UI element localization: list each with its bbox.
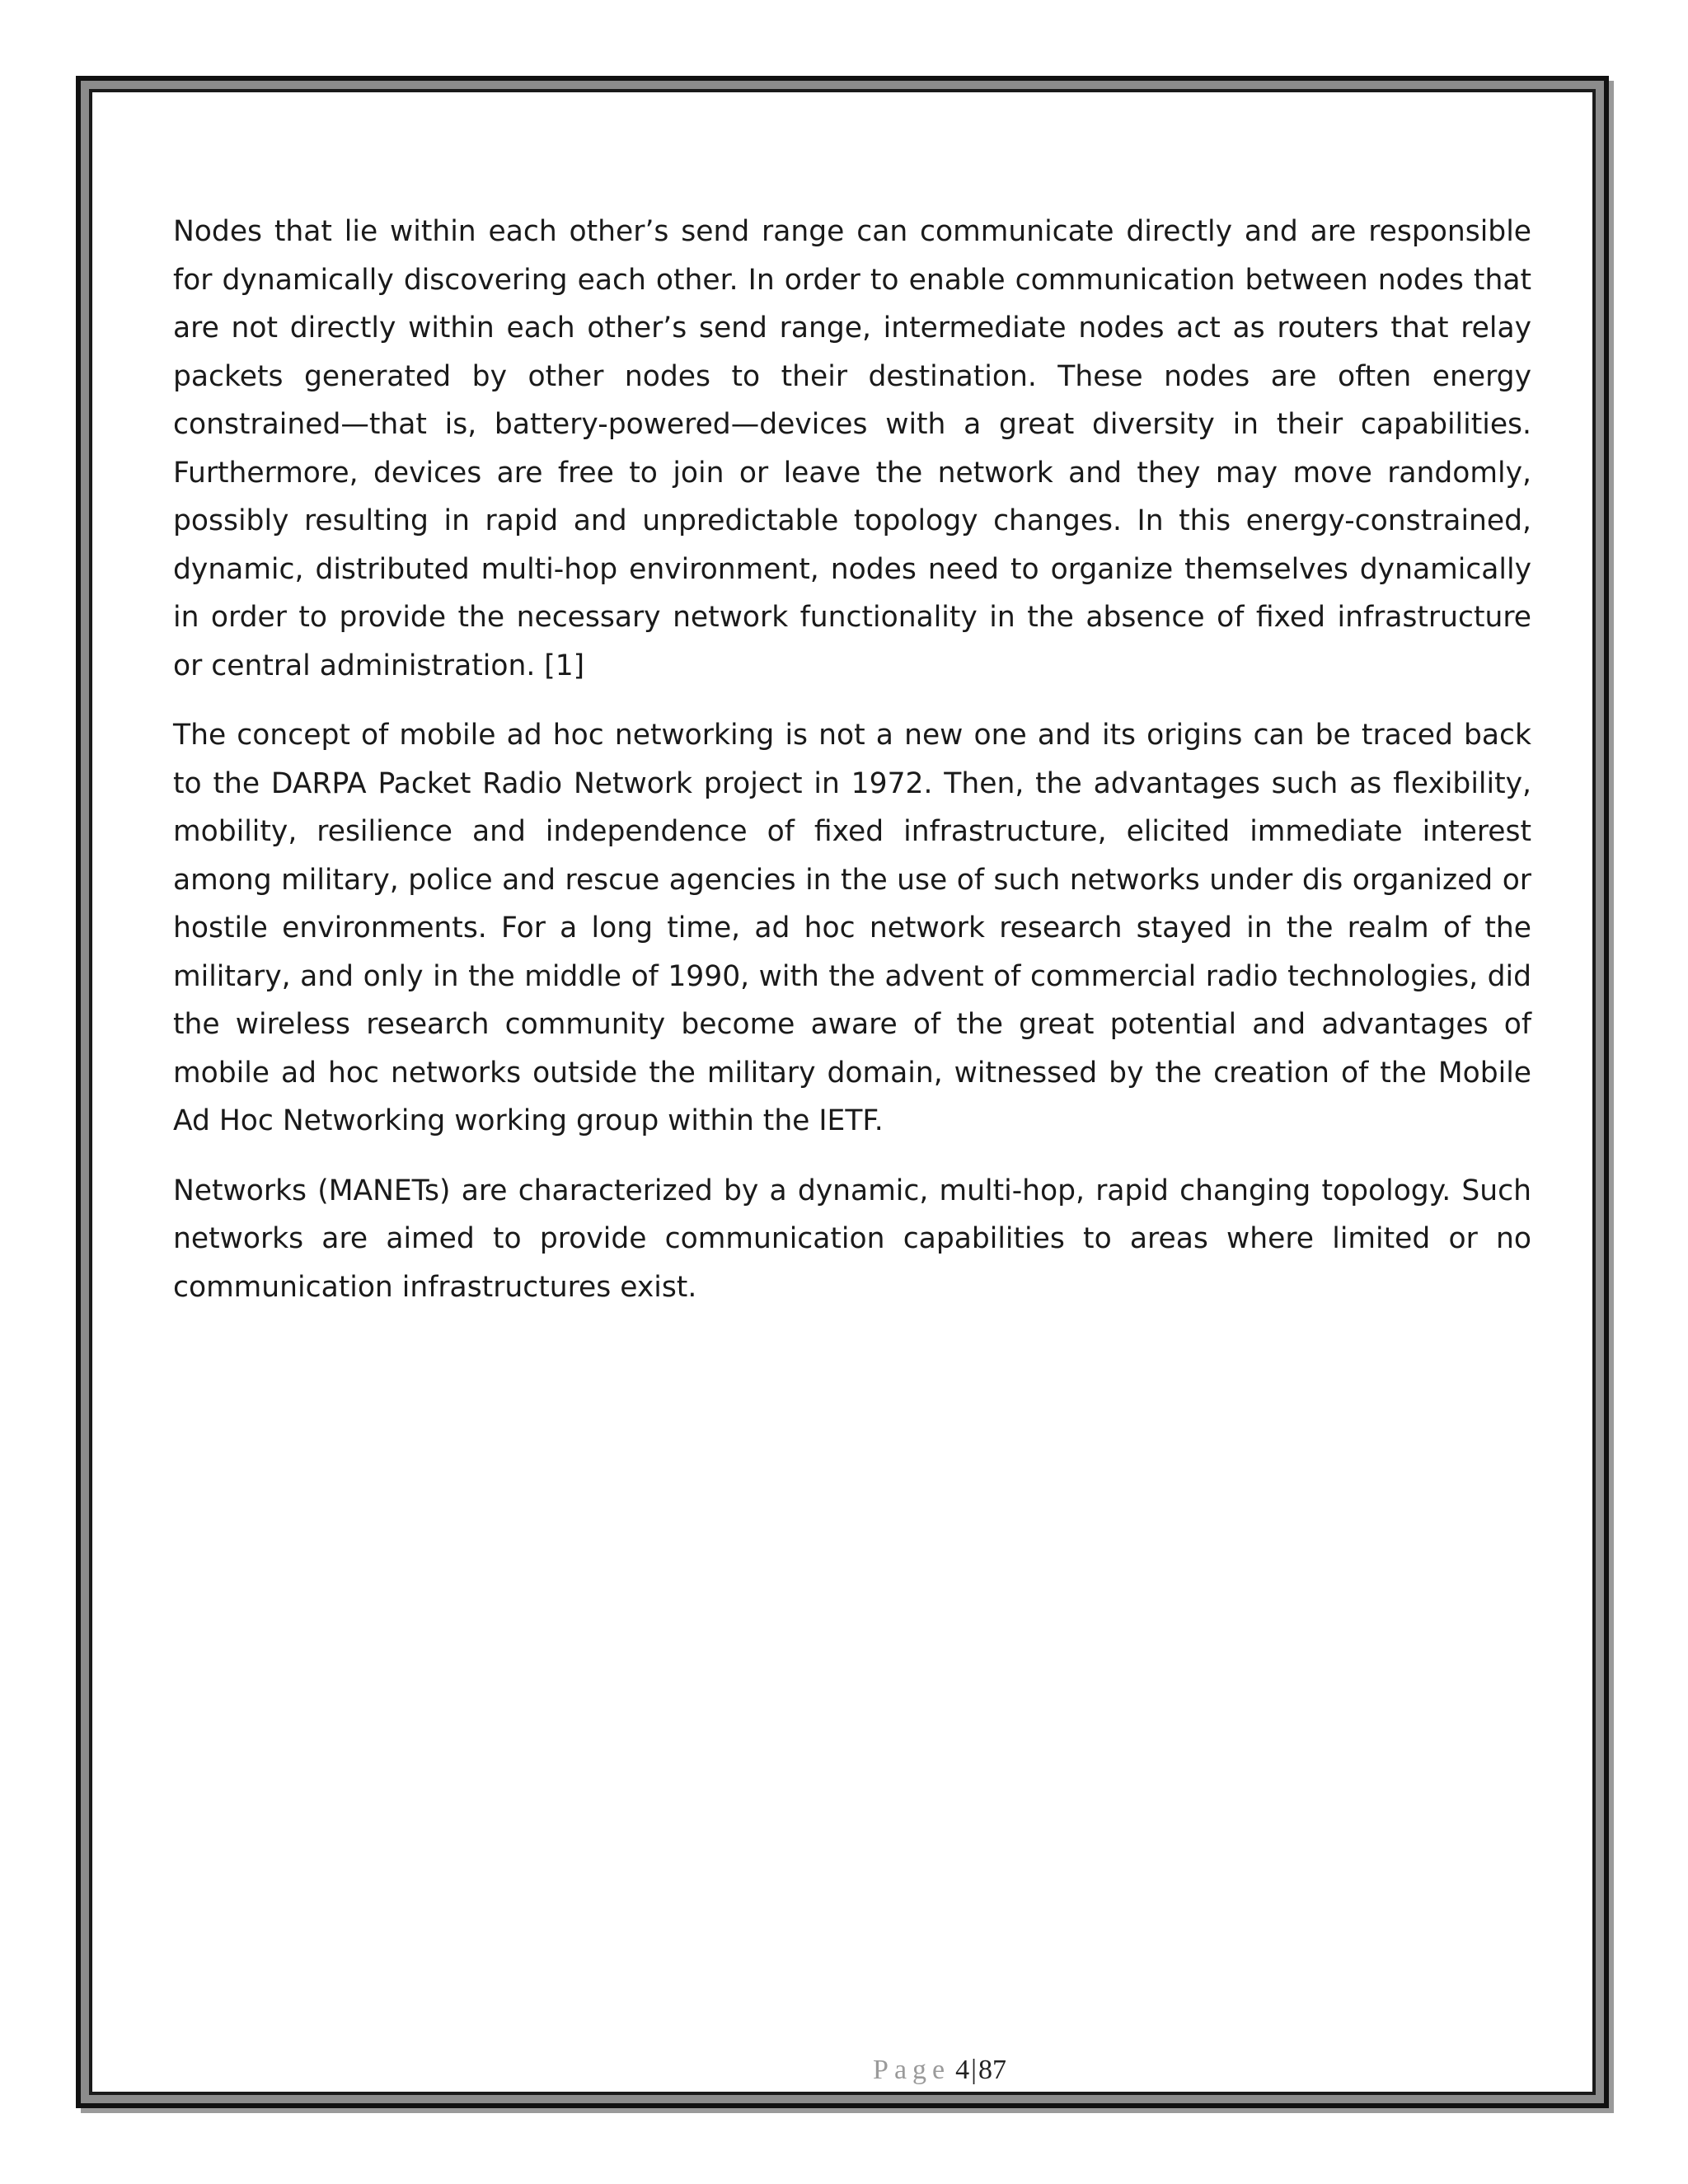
body-text [173, 208, 1531, 1333]
paragraph-2: The concept of mobile ad hoc networking is not a new one and its origins can be traced back to the DARPA Packet Radio Network project in 1972. Then, the advantages such as flexibility, mobility, resilience and independence of fixed infrastructure, elicited immediate interest among military, police and rescue agencies in the use of such networks under dis organized or hostile environments. For a long time, ad hoc network research stayed in the realm of the military, and only in the middle of 1990, with the advent of commercial radio technologies, did the wireless research community become aware of the great potential and advantages of mobile ad hoc networks outside the military domain, witnessed by the creation of the Mobile Ad Hoc Networking working group within the IETF. [173, 719, 1531, 1137]
page-number: 4 [955, 2055, 970, 2085]
page-footer [92, 2054, 1592, 2087]
page-label: Page [873, 2055, 951, 2085]
page-separator: | [971, 2055, 977, 2085]
paragraph-1: Nodes that lie within each other’s send range can communicate directly and are responsible for dynamically discovering each other. In order to enable communication between nodes that are not directly within each other’s send range, intermediate nodes act as routers that relay packets generated by other nodes to their destination. These nodes are often energy constrained—that is, battery-powered—devices with a great diversity in their capabilities. Furthermore, devices are free to join or leave the network and they may move randomly, possibly resulting in rapid and unpredictable topology changes. In this energy-constrained, dynamic, distributed multi-hop environment, nodes need to organize themselves dynamically in order to provide the necessary network functionality in the absence of fixed infrastructure or central administration. [1] [173, 215, 1531, 682]
paragraph-3: Networks (MANETs) are characterized by a dynamic, multi-hop, rapid changing topology. Such networks are aimed to provide communication capabilities to areas where limited or no communication infrastructures exist. [173, 1174, 1531, 1304]
total-pages: 87 [978, 2055, 1006, 2085]
page-border [76, 76, 1609, 2108]
page-area [89, 89, 1596, 2095]
